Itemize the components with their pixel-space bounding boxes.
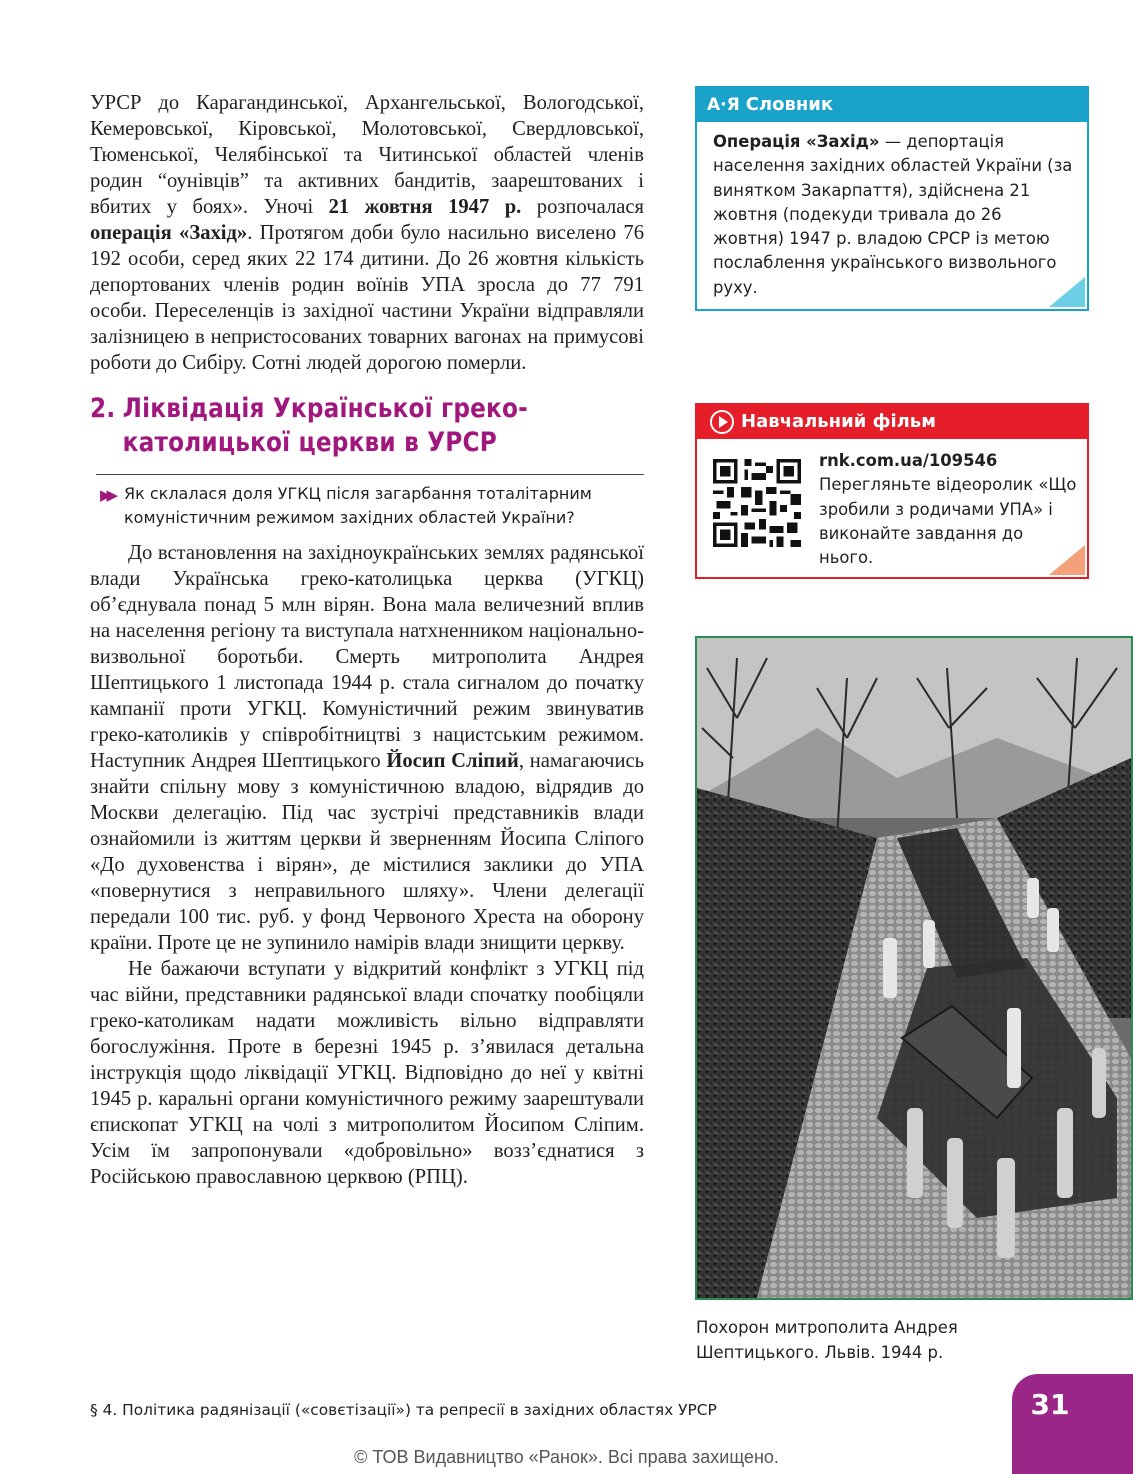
- glossary-definition: — депортація населення західних областей України (за винятком Закарпаття), здійснена 21 жовтня (подекуди тривала до 26 жовтня) 1947 р. владою СРСР із метою послаблення українського визвольного руху.: [713, 132, 1073, 297]
- glossary-header: [697, 88, 1087, 122]
- text-run: . Протягом доби було насильно виселено 76 192 особи, серед яких 22 174 дитини. До 26 жовтня кількість депортованих членів родин воїнів УПА зросла до 77 791 особи. Переселенців із західної частини України відправляли залізницею в непристосованих товарних вагонах на примусові роботи до Сибіру. Сотні людей дорогою померли.: [90, 222, 644, 374]
- text-run: розпочалася: [521, 196, 645, 218]
- page-number: 31: [1030, 1388, 1070, 1421]
- qr-code-icon[interactable]: [713, 459, 801, 547]
- section-number: 2.: [90, 393, 116, 424]
- paragraph-ugcc-history: [90, 540, 644, 956]
- film-text: [819, 449, 1081, 570]
- corner-triangle-icon: [1049, 545, 1085, 575]
- film-link[interactable]: rnk.com.ua/109546: [819, 451, 998, 470]
- question-text: Як склалася доля УГКЦ після загарбання тоталітарним комуністичним режимом західних областей України?: [124, 484, 592, 527]
- section-body: [90, 540, 644, 1190]
- text-run: До встановлення на західноукраїнських землях радянської влади Українська греко-католицька церква (УГКЦ) об’єднувала понад 5 млн вірян. Вона мала величезний вплив на населення регіону та виступала натхненником національно-визвольної боротьби. Смерть митрополита Андрея Шептицького 1 листопада 1944 р. стала сигналом до початку кампанії проти УГКЦ. Комуністичний режим звинуватив греко-католиків у співробітництві з нацистським режимом. Наступник Андрея Шептицького: [90, 542, 644, 772]
- text-run: УРСР до Карагандинської, Архангельської, Вологодської, Кемеровської, Кіровської, Молотовської, Свердловської, Тюменської, Челябінської та Читинської областей членів родин “оунівців” та активних бандитів, заарештованих і вбитих у боях». Уночі: [90, 92, 644, 218]
- film-title: Навчальний фільм: [741, 411, 936, 432]
- photo-caption: Похорон митрополита Андрея Шептицького. Львів. 1944 р.: [696, 1318, 958, 1362]
- running-footer: § 4. Політика радянізації («совєтізації») та репресії в західних областях УРСР: [90, 1401, 717, 1419]
- glossary-title: Словник: [745, 94, 834, 115]
- film-instructions: Перегляньте відеоролик «Що зробили з родичами УПА» і виконайте завдання до нього.: [819, 475, 1077, 568]
- glossary-term: Операція «Захід»: [713, 132, 880, 151]
- glossary-body: [697, 122, 1087, 300]
- paragraph-ugcc-liquidation: Не бажаючи вступати у відкритий конфлікт з УГКЦ під час війни, представники радянської влади спочатку пообіцяли греко-католикам надати можливість вільно відправляти богослужіння. Проте в березні 1945 р. з’явилася детальна інструкція щодо ліквідації УГКЦ. Відповідно до неї у квітні 1945 р. каральні органи комуністичного режиму заарештували єпископат УГКЦ на чолі з митрополитом Йосипом Сліпим. Усім їм запропонували «добровільно» возз’єднатися з Російською православною церквою (РПЦ).: [90, 958, 644, 1188]
- guiding-question: [96, 474, 644, 530]
- film-header: [697, 405, 1087, 439]
- paragraph-deportation: [90, 90, 644, 376]
- double-arrow-icon: ▶▶: [100, 486, 114, 504]
- section-heading: [90, 392, 649, 460]
- funeral-photo: [695, 636, 1133, 1300]
- section-title-line-2: католицької церкви в УРСР: [122, 427, 497, 458]
- bold-term: операція «Захід»: [90, 222, 248, 244]
- glossary-icon: А·Я: [707, 95, 740, 115]
- text-run: , намагаючись знайти спільну мову з комуністичною владою, відрядив до Москви делегацію. Під час зустрічі представників влади ознайомили із життям церкви й зверненням Йосипа Сліпого «До духовенства і вірян», де містилися заклики до УПА «повернутися з неправильного шляху». Члени делегації передали 100 тис. руб. у фонд Червоного Хреста на оборону країни. Проте це не зупинило намірів влади знищити церкву.: [90, 750, 644, 954]
- play-circle-icon: [710, 410, 734, 434]
- corner-triangle-icon: [1049, 277, 1085, 307]
- bold-date: 21 жовтня 1947 р.: [328, 196, 522, 218]
- glossary-box: [695, 86, 1089, 311]
- educational-film-box: [695, 403, 1089, 579]
- section-title-line-1: Ліквідація Української греко-: [122, 393, 528, 424]
- copyright-notice: © ТОВ Видавництво «Ранок». Всі права захищено.: [354, 1447, 779, 1467]
- funeral-photo-illustration: [697, 638, 1131, 1298]
- main-column: [90, 90, 644, 1190]
- bold-name: Йосип Сліпий: [386, 750, 519, 772]
